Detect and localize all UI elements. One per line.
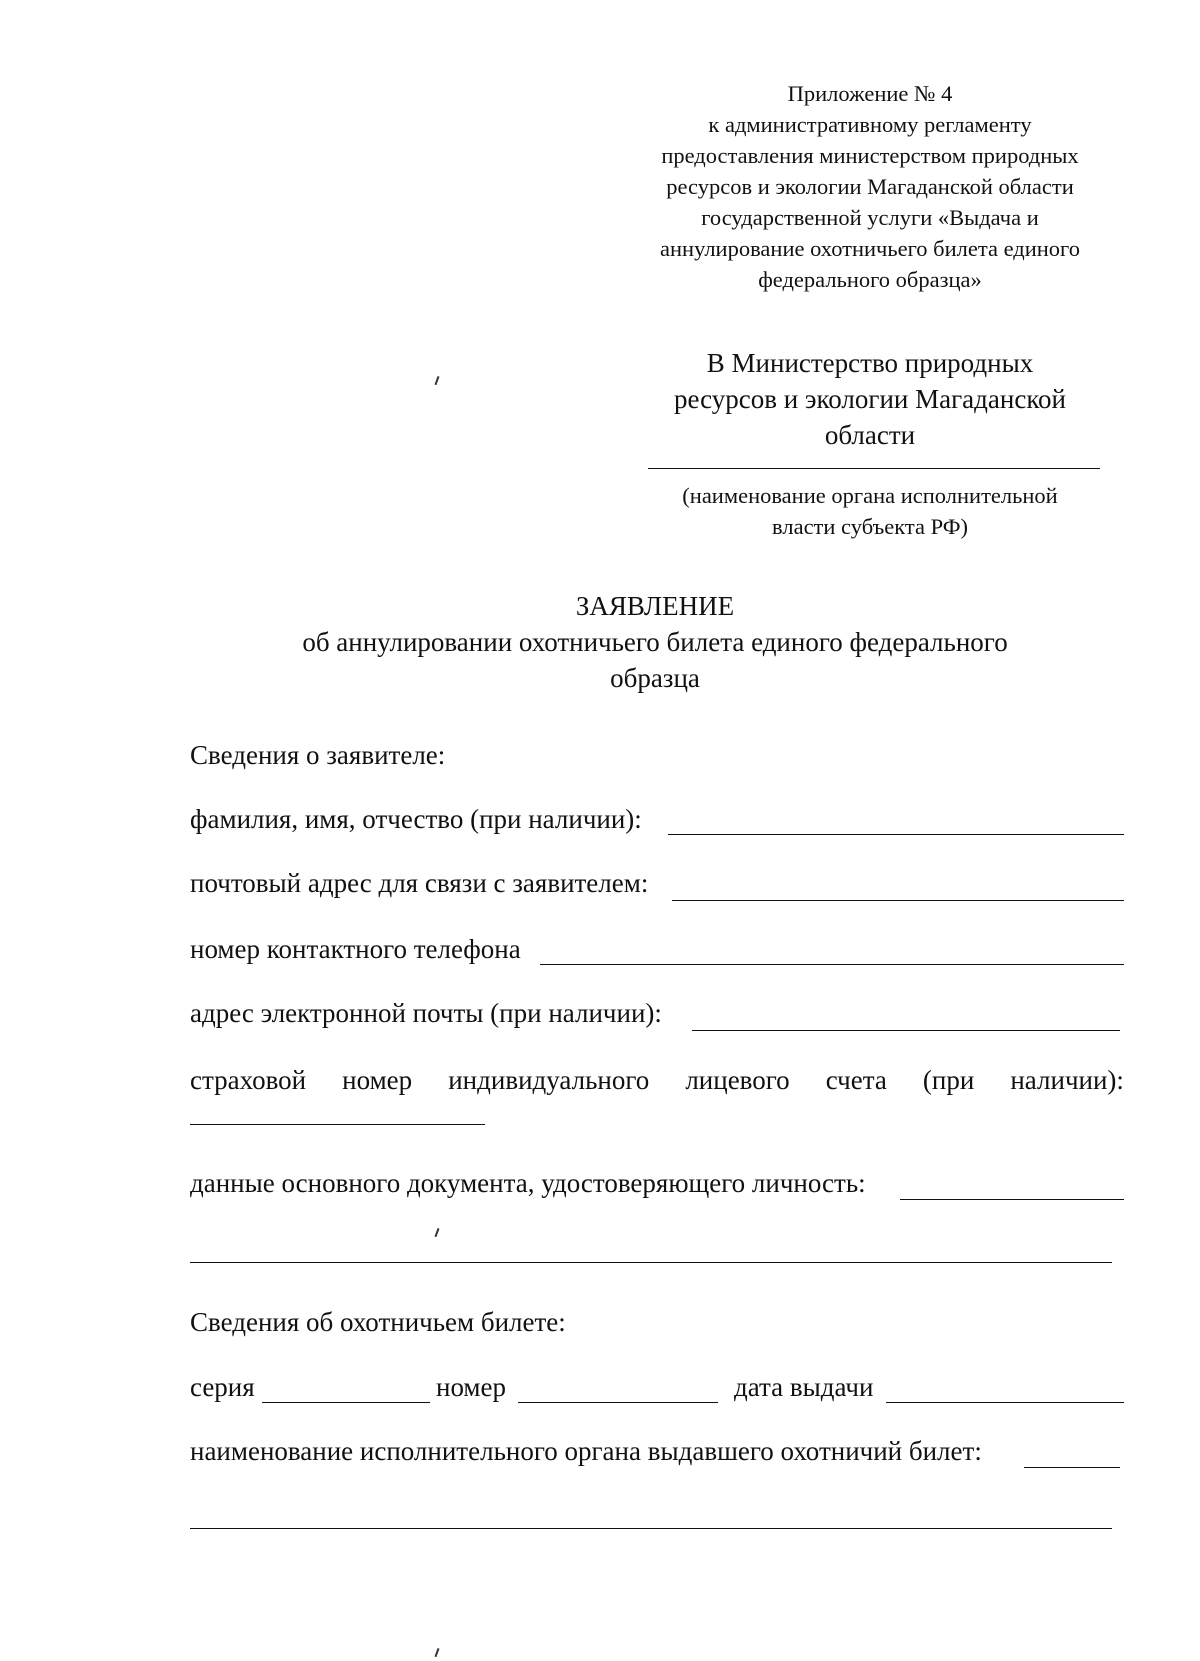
license-issue-date-label: дата выдачи: [734, 1372, 874, 1402]
addressee-caption-line: власти субъекта РФ): [772, 514, 968, 539]
phone-label: номер контактного телефона: [190, 934, 521, 964]
title-subtitle-line: образца: [610, 663, 700, 693]
license-number-field[interactable]: [518, 1402, 718, 1403]
email-label: адрес электронной почты (при наличии):: [190, 998, 662, 1028]
snils-word: страховой: [190, 1065, 307, 1095]
appendix-line: ресурсов и экологии Магаданской области: [666, 174, 1074, 199]
snils-label: [190, 1063, 1124, 1097]
appendix-line: к административному регламенту: [708, 112, 1032, 137]
full-name-label: фамилия, имя, отчество (при наличии):: [190, 804, 642, 834]
appendix-line: федерального образца»: [758, 267, 982, 292]
document-title: [190, 588, 1120, 696]
scan-mark: [435, 1648, 439, 1657]
snils-word: номер: [342, 1065, 413, 1095]
id-document-field[interactable]: [900, 1199, 1124, 1200]
phone-field[interactable]: [540, 964, 1124, 965]
id-document-label: данные основного документа, удостоверяющего личность:: [190, 1168, 866, 1198]
addressee-block: [630, 345, 1110, 453]
addressee-caption-line: (наименование органа исполнительной: [682, 483, 1058, 508]
title-subtitle-line: об аннулировании охотничьего билета единого федерального: [302, 627, 1008, 657]
appendix-line: предоставления министерством природных: [661, 143, 1079, 168]
snils-word: лицевого: [685, 1065, 790, 1095]
addressee-line: области: [824, 420, 916, 450]
postal-address-label: почтовый адрес для связи с заявителем:: [190, 868, 649, 898]
addressee-line: В Министерство природных: [706, 348, 1034, 378]
appendix-header: [630, 78, 1110, 295]
snils-word: (при: [922, 1065, 975, 1095]
scan-mark: [435, 1228, 439, 1237]
id-document-field-continued[interactable]: [190, 1262, 1112, 1263]
snils-word: наличии):: [1010, 1065, 1124, 1095]
appendix-line: Приложение № 4: [787, 81, 953, 106]
appendix-line: государственной услуги «Выдача и: [701, 205, 1039, 230]
applicant-section-label: Сведения о заявителе:: [190, 740, 446, 770]
license-series-field[interactable]: [262, 1402, 430, 1403]
license-issue-date-field[interactable]: [886, 1402, 1124, 1403]
email-field[interactable]: [692, 1030, 1120, 1031]
postal-address-field[interactable]: [672, 900, 1124, 901]
license-number-label: номер: [436, 1372, 507, 1402]
license-issuer-field-continued[interactable]: [190, 1528, 1112, 1529]
full-name-field[interactable]: [668, 834, 1124, 835]
snils-field[interactable]: [190, 1124, 485, 1125]
title-heading: ЗАЯВЛЕНИЕ: [575, 591, 735, 621]
license-section-label: Сведения об охотничьем билете:: [190, 1307, 566, 1337]
appendix-line: аннулирование охотничьего билета единого: [660, 236, 1080, 261]
license-issuer-field[interactable]: [1024, 1467, 1120, 1468]
addressee-underline: [648, 468, 1100, 469]
addressee-line: ресурсов и экологии Магаданской: [673, 384, 1067, 414]
license-series-label: серия: [190, 1372, 255, 1402]
scan-mark: [435, 376, 439, 385]
license-issuer-label: наименование исполнительного органа выдавшего охотничий билет:: [190, 1436, 982, 1466]
addressee-caption: [630, 480, 1110, 542]
snils-word: индивидуального: [448, 1065, 650, 1095]
snils-word: счета: [825, 1065, 887, 1095]
